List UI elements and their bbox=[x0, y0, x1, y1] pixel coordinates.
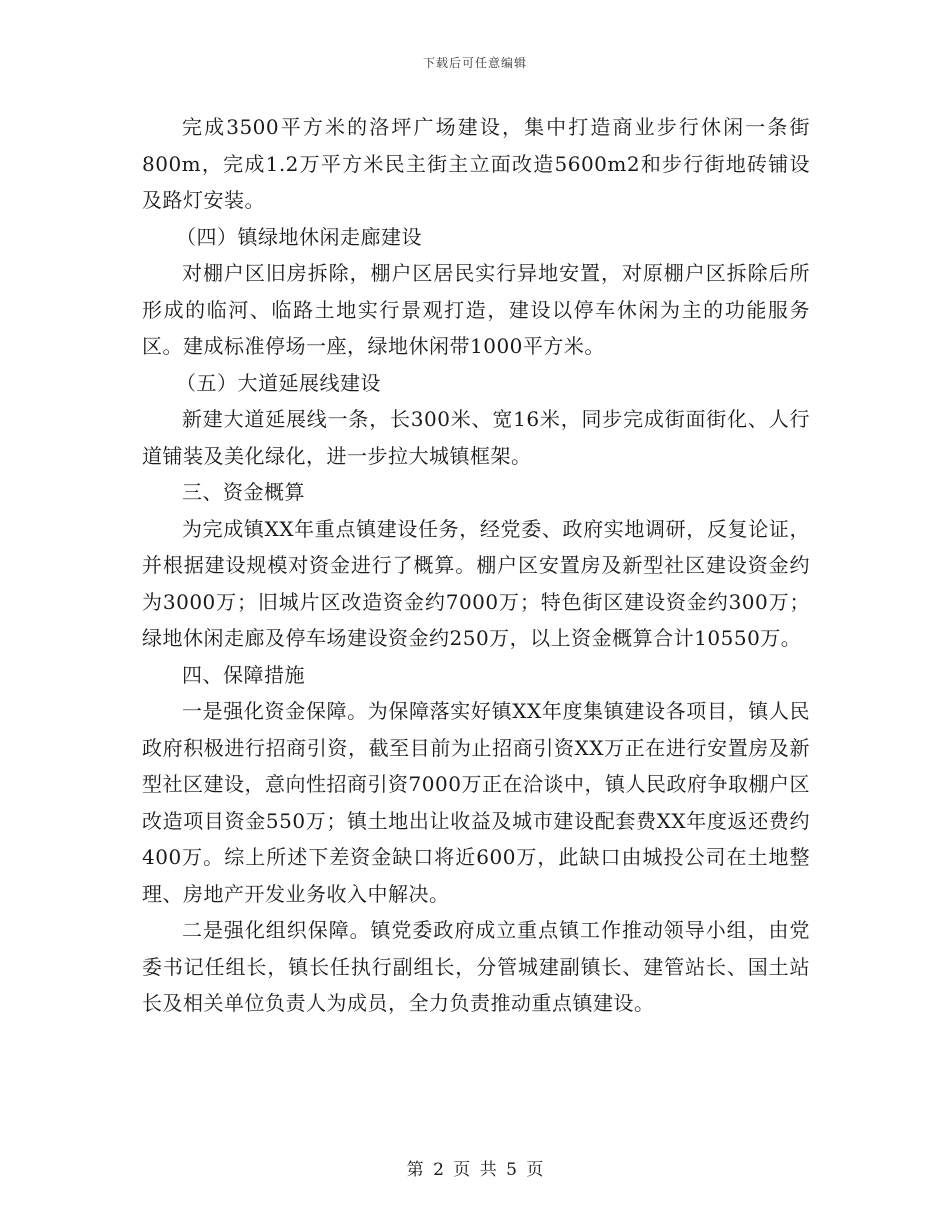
paragraph-funding-estimate: 为完成镇XX年重点镇建设任务，经党委、政府实地调研，反复论证，并根据建设规模对资金进行了概算。棚户区安置房及新型社区建设资金约为3000万；旧城片区改造资金约7000万；特色街区建设资金约300万；绿地休闲走廊及停车场建设资金约250万，以上资金概算合计10550万。 bbox=[142, 516, 810, 650]
paragraph-shantytown-demolition: 对棚户区旧房拆除，棚户区居民实行异地安置，对原棚户区拆除后所形成的临河、临路土地实行景观打造，建设以停车休闲为主的功能服务区。建成标准停场一座，绿地休闲带1000平方米。 bbox=[142, 261, 810, 358]
paragraph-plaza-construction: 完成3500平方米的洛坪广场建设，集中打造商业步行休闲一条街800m，完成1.2万平方米民主街主立面改造5600m2和步行街地砖铺设及路灯安装。 bbox=[142, 115, 810, 212]
page-number-footer: 第 2 页 共 5 页 bbox=[406, 1160, 544, 1180]
heading-safeguard-measures: 四、保障措施 bbox=[182, 662, 305, 687]
page-header: 下载后可任意编辑 bbox=[422, 56, 527, 70]
subheading-avenue-extension: （五）大道延展线建设 bbox=[176, 370, 381, 395]
subheading-green-corridor: （四）镇绿地休闲走廊建设 bbox=[176, 224, 422, 249]
heading-funding-estimate: 三、资金概算 bbox=[182, 480, 305, 504]
paragraph-organization-safeguard: 二是强化组织保障。镇党委政府成立重点镇工作推动领导小组，由党委书记任组长，镇长任执行副组长，分管城建副镇长、建管站长、国土站长及相关单位负责人为成员，全力负责推动重点镇建设。 bbox=[142, 918, 810, 1015]
paragraph-avenue-extension: 新建大道延展线一条，长300米、宽16米，同步完成街面街化、人行道铺装及美化绿化，进一步拉大城镇框架。 bbox=[142, 407, 810, 468]
document-body bbox=[142, 109, 810, 1022]
paragraph-funding-safeguard: 一是强化资金保障。为保障落实好镇XX年度集镇建设各项目，镇人民政府积极进行招商引资，截至目前为止招商引资XX万正在进行安置房及新型社区建设，意向性招商引资7000万正在洽谈中，镇人民政府争取棚户区改造项目资金550万；镇土地出让收益及城市建设配套费XX年度返还费约400万。综上所述下差资金缺口将近600万，此缺口由城投公司在土地整理、房地产开发业务收入中解决。 bbox=[142, 699, 810, 906]
